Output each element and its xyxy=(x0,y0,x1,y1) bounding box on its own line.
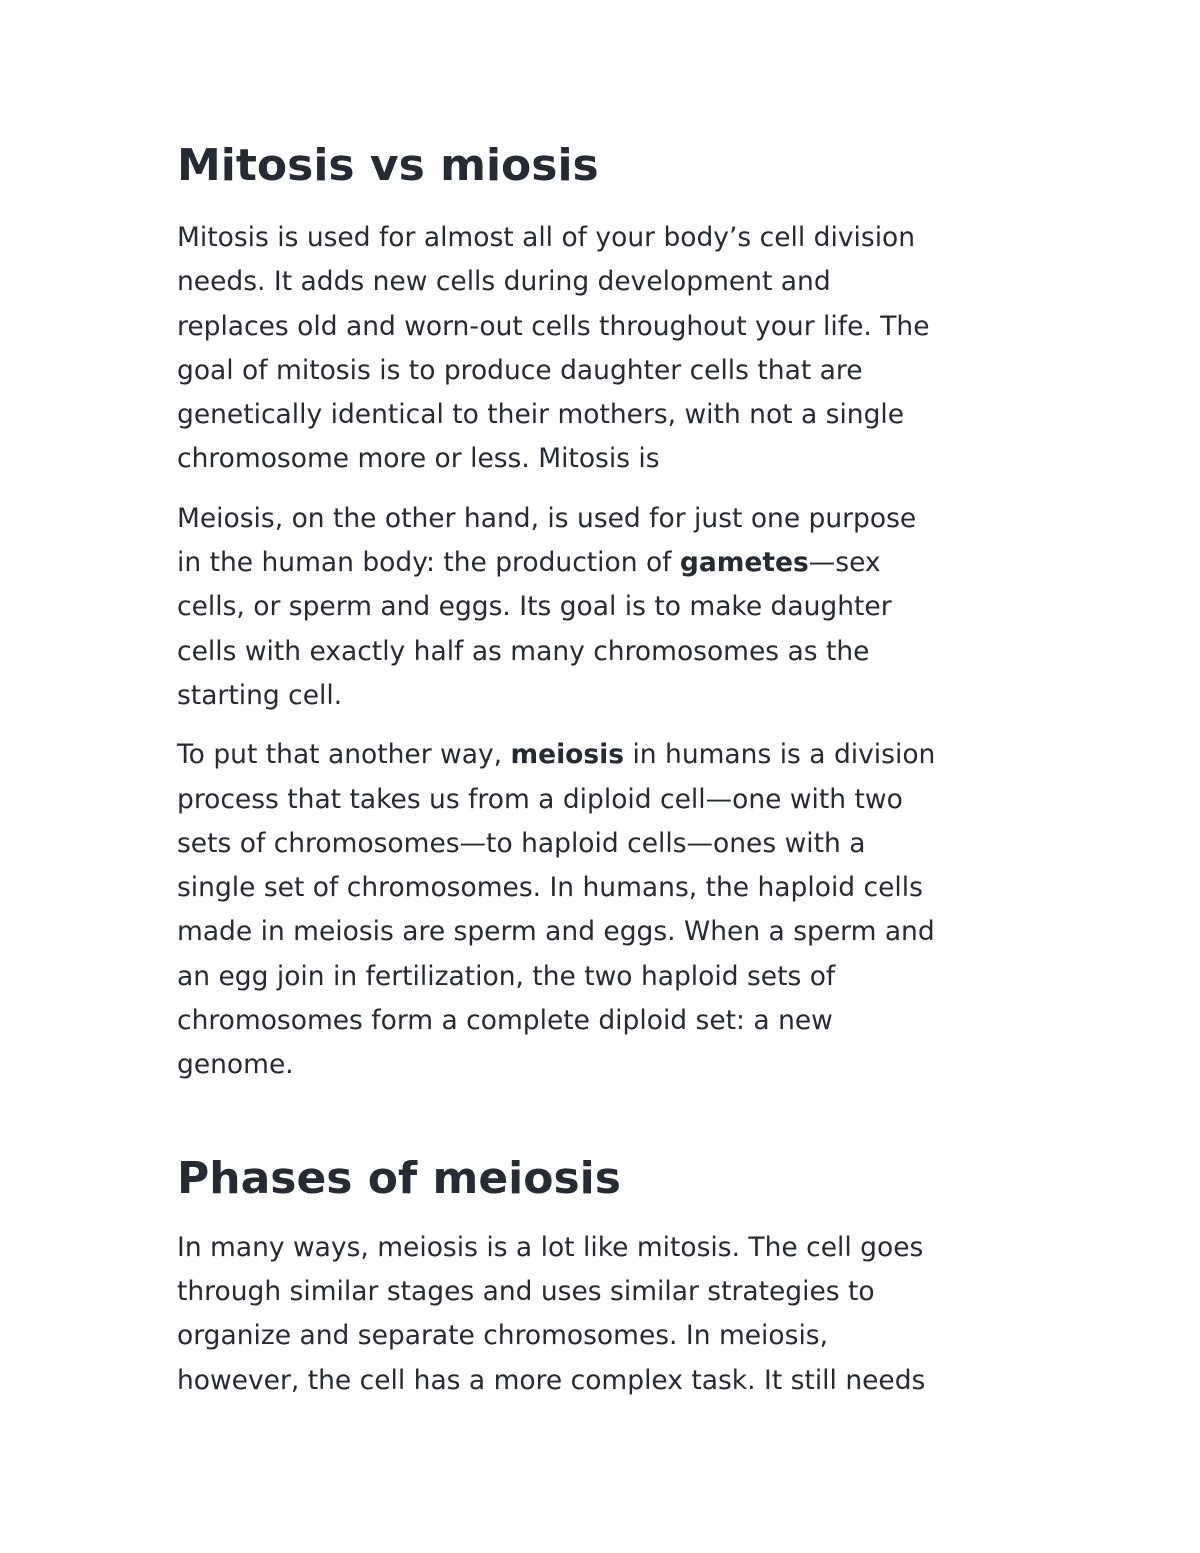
section-heading-phases-of-meiosis: Phases of meiosis xyxy=(177,1152,621,1204)
text-line: sets of chromosomes—to haploid cells—ones with a xyxy=(177,827,866,859)
text-line: organize and separate chromosomes. In meiosis, xyxy=(177,1320,829,1352)
paragraph-meiosis-purpose xyxy=(177,497,1027,718)
text-line xyxy=(177,733,1027,777)
paragraph-mitosis-uses xyxy=(177,216,1027,482)
text-line xyxy=(177,541,1027,585)
text-line: starting cell. xyxy=(177,679,343,711)
text-line: Mitosis is used for almost all of your body’s cell division xyxy=(177,222,916,253)
text-line: cells, or sperm and eggs. Its goal is to make daughter xyxy=(177,591,892,623)
text-line: genetically identical to their mothers, with not a single xyxy=(177,399,905,431)
bold-term-meiosis: meiosis xyxy=(510,739,625,771)
text-line: cells with exactly half as many chromosomes as the xyxy=(177,635,870,667)
document-content xyxy=(177,136,1027,1403)
text-line: through similar stages and uses similar strategies to xyxy=(177,1275,875,1307)
text-line: process that takes us from a diploid cell—one with two xyxy=(177,783,903,815)
text-line: goal of mitosis is to produce daughter cells that are xyxy=(177,354,863,386)
text-line: genome. xyxy=(177,1049,294,1081)
paragraph-meiosis-like-mitosis xyxy=(177,1226,1027,1403)
text-line: In many ways, meiosis is a lot like mitosis. The cell goes xyxy=(177,1231,924,1263)
text-line: Meiosis, on the other hand, is used for just one purpose xyxy=(177,502,917,534)
section-heading-mitosis-vs-miosis: Mitosis vs miosis xyxy=(177,140,599,191)
text-run: in humans is a division xyxy=(624,739,936,771)
text-line: single set of chromosomes. In humans, the haploid cells xyxy=(177,872,923,904)
text-line: chromosome more or less. Mitosis is xyxy=(177,443,660,475)
text-run: in the human body: the production of xyxy=(177,547,680,579)
text-line: chromosomes form a complete diploid set: a new xyxy=(177,1005,833,1037)
text-line: needs. It adds new cells during development and xyxy=(177,266,831,298)
text-line: made in meiosis are sperm and eggs. When a sperm and xyxy=(177,916,935,948)
text-line: however, the cell has a more complex task. It still needs xyxy=(177,1364,926,1396)
text-run: To put that another way, xyxy=(177,739,511,771)
text-line: an egg join in fertilization, the two haploid sets of xyxy=(177,960,836,992)
bold-term-gametes: gametes xyxy=(679,547,809,579)
paragraph-meiosis-diploid-haploid xyxy=(177,733,1027,1087)
text-run: —sex xyxy=(808,547,881,579)
text-line: replaces old and worn-out cells throughout your life. The xyxy=(177,310,930,342)
